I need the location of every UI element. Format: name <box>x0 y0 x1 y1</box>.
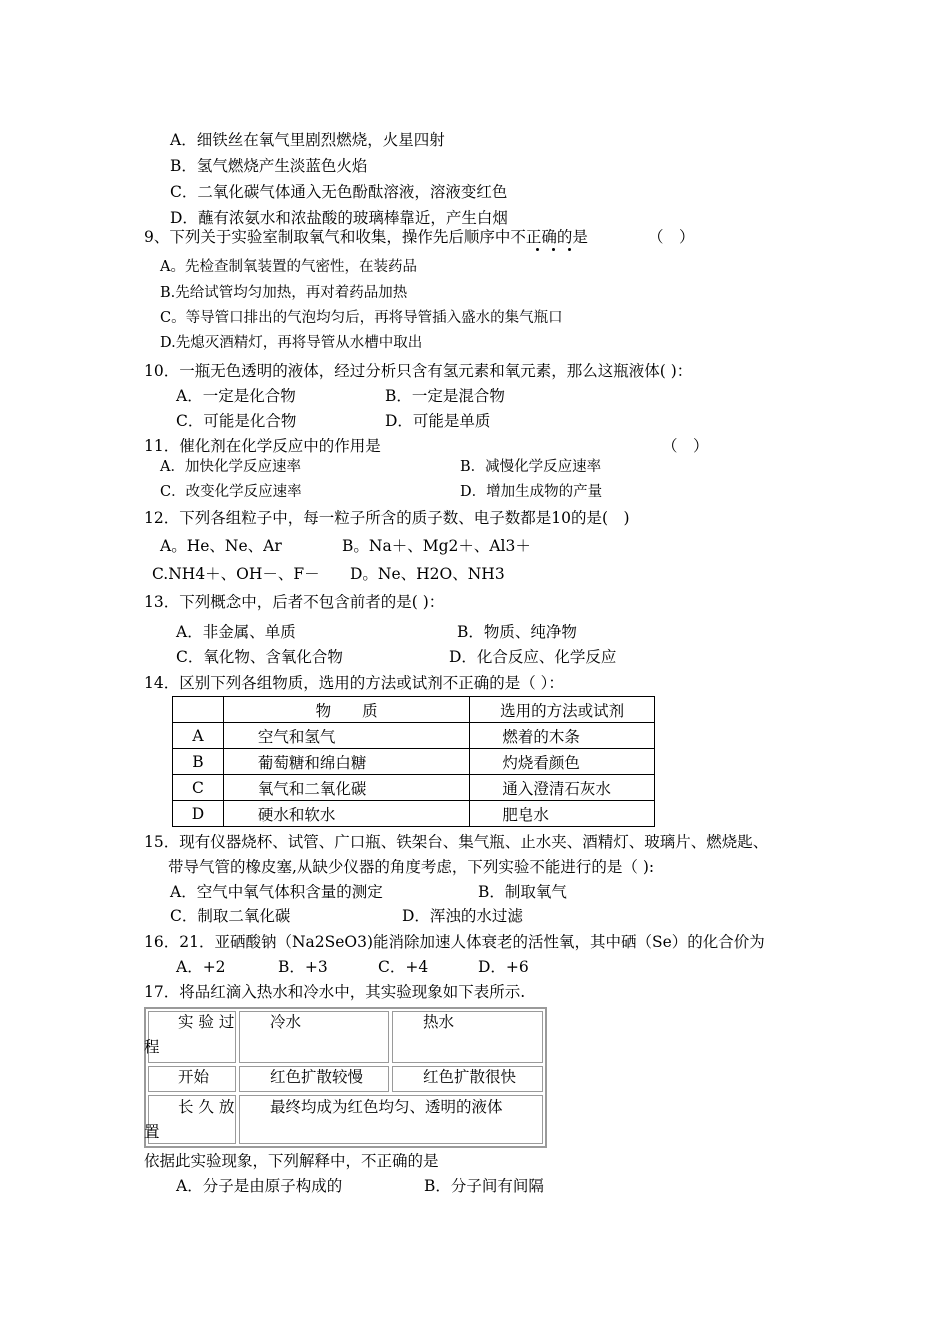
q11-option-a: A．加快化学反应速率 <box>160 459 301 475</box>
q9-option-b: B.先给试管均匀加热，再对着药品加热 <box>160 285 408 301</box>
q12-option-d: D。Ne、H2O、NH3 <box>350 565 505 583</box>
q9-stem: 9、下列关于实验室制取氧气和收集，操作先后顺序中不正确的是 <box>144 228 588 246</box>
q17-header-process: 实 验 过 <box>178 1013 235 1031</box>
q17-followup: 依据此实验现象，下列解释中，不正确的是 <box>144 1152 439 1170</box>
q16-stem: 16．21．亚硒酸钠（Na2SeO3)能消除加速人体衰老的活性氧，其中硒（Se）的化合价为 <box>144 933 765 951</box>
q15-option-d: D．浑浊的水过滤 <box>402 907 523 925</box>
table-cell: D <box>173 801 224 827</box>
table-cell <box>239 1011 389 1063</box>
table-header-method: 选用的方法或试剂 <box>470 697 655 723</box>
q10-option-c: C．可能是化合物 <box>176 412 297 430</box>
q8-option-d: D．蘸有浓氨水和浓盐酸的玻璃棒靠近，产生白烟 <box>170 209 508 227</box>
table-cell: 燃着的木条 <box>470 723 655 749</box>
q17-header-cold: 冷水 <box>270 1013 302 1031</box>
table-row <box>173 775 655 801</box>
table-cell: 灼烧看颜色 <box>470 749 655 775</box>
q10-option-a: A．一定是化合物 <box>176 387 296 405</box>
q9-option-c: C。等导管口排出的气泡均匀后，再将导管插入盛水的集气瓶口 <box>160 310 563 326</box>
q12-option-c: C.NH4＋、OH－、F－ <box>152 565 320 583</box>
table-cell <box>392 1011 543 1063</box>
q13-option-d: D．化合反应、化学反应 <box>449 648 617 666</box>
q17-stem: 17．将品红滴入热水和冷水中，其实验现象如下表所示. <box>144 983 526 1001</box>
q8-option-c: C．二氧化碳气体通入无色酚酞溶液，溶液变红色 <box>170 183 508 201</box>
q8-option-a: A．细铁丝在氧气里剧烈燃烧，火星四射 <box>170 131 445 149</box>
q16-option-d: D．+6 <box>478 958 529 976</box>
table-cell: 葡萄糖和绵白糖 <box>223 749 469 775</box>
table-cell: C <box>173 775 224 801</box>
table-row <box>173 749 655 775</box>
q12-option-a: A。He、Ne、Ar <box>160 537 282 555</box>
table-cell <box>173 697 224 723</box>
q13-option-c: C．氧化物、含氧化合物 <box>176 648 343 666</box>
emphasis-dot <box>536 248 539 251</box>
q17-row-long-label-cont: 置 <box>144 1123 160 1141</box>
q13-option-b: B．物质、纯净物 <box>457 623 577 641</box>
q10-option-d: D．可能是单质 <box>385 412 491 430</box>
table-cell: 硬水和软水 <box>223 801 469 827</box>
q17-row-start-cold: 红色扩散较慢 <box>270 1068 364 1086</box>
table-row <box>173 723 655 749</box>
q15-option-a: A．空气中氧气体积含量的测定 <box>170 883 383 901</box>
q11-stem: 11．催化剂在化学反应中的作用是 <box>144 437 381 455</box>
table-header-row <box>173 697 655 723</box>
table-cell: 肥皂水 <box>470 801 655 827</box>
q13-option-a: A．非金属、单质 <box>176 623 296 641</box>
table-cell: 空气和氢气 <box>223 723 469 749</box>
q16-option-a: A．+2 <box>176 958 226 976</box>
q17-header-process-cont: 程 <box>144 1038 160 1056</box>
q16-option-b: B．+3 <box>278 958 328 976</box>
table-row <box>173 801 655 827</box>
q15-option-b: B．制取氧气 <box>478 883 567 901</box>
q10-stem: 10．一瓶无色透明的液体，经过分析只含有氢元素和氧元素，那么这瓶液体( )： <box>144 362 693 380</box>
q12-option-b: B。Na＋、Mg2＋、Al3＋ <box>342 537 531 555</box>
q14-table <box>172 696 655 827</box>
q17-option-b: B．分子间有间隔 <box>424 1177 544 1195</box>
q17-row-start-hot: 红色扩散很快 <box>423 1068 517 1086</box>
table-cell: A <box>173 723 224 749</box>
table-cell: 通入澄清石灰水 <box>470 775 655 801</box>
table-cell: B <box>173 749 224 775</box>
q11-option-d: D．增加生成物的产量 <box>460 484 603 500</box>
table-cell: 氧气和二氧化碳 <box>223 775 469 801</box>
q17-option-a: A．分子是由原子构成的 <box>176 1177 343 1195</box>
q15-stem-line1: 15．现有仪器烧杯、试管、广口瓶、铁架台、集气瓶、止水夹、酒精灯、玻璃片、燃烧匙、 <box>144 833 769 851</box>
q11-option-c: C．改变化学反应速率 <box>160 484 302 500</box>
q8-option-b: B．氢气燃烧产生淡蓝色火焰 <box>170 157 368 175</box>
q12-stem: 12．下列各组粒子中，每一粒子所含的质子数、电子数都是10的是( ) <box>144 509 630 527</box>
q15-option-c: C．制取二氧化碳 <box>170 907 291 925</box>
q9-option-d: D.先熄灭酒精灯，再将导管从水槽中取出 <box>160 335 423 351</box>
q13-stem: 13．下列概念中，后者不包含前者的是( )： <box>144 593 445 611</box>
emphasis-dot <box>552 248 555 251</box>
q15-stem-line2: 带导气管的橡皮塞,从缺少仪器的角度考虑，下列实验不能进行的是（ ): <box>168 858 655 876</box>
q9-paren: （ ） <box>648 228 695 246</box>
q17-row-long-label: 长 久 放 <box>178 1098 235 1116</box>
q9-option-a: A。先检查制氧装置的气密性，在装药品 <box>160 259 417 275</box>
table-header-substance: 物 质 <box>223 697 469 723</box>
emphasis-dot <box>568 248 571 251</box>
q11-paren: （ ） <box>662 437 709 455</box>
q16-option-c: C．+4 <box>378 958 429 976</box>
q14-stem: 14．区别下列各组物质，选用的方法或试剂不正确的是（ ）： <box>144 674 564 692</box>
q17-row-long-result: 最终均成为红色均匀、透明的液体 <box>270 1098 503 1116</box>
q17-row-start-label: 开始 <box>178 1068 210 1086</box>
q11-option-b: B．减慢化学反应速率 <box>460 459 602 475</box>
q17-header-hot: 热水 <box>423 1013 455 1031</box>
q10-option-b: B．一定是混合物 <box>385 387 505 405</box>
